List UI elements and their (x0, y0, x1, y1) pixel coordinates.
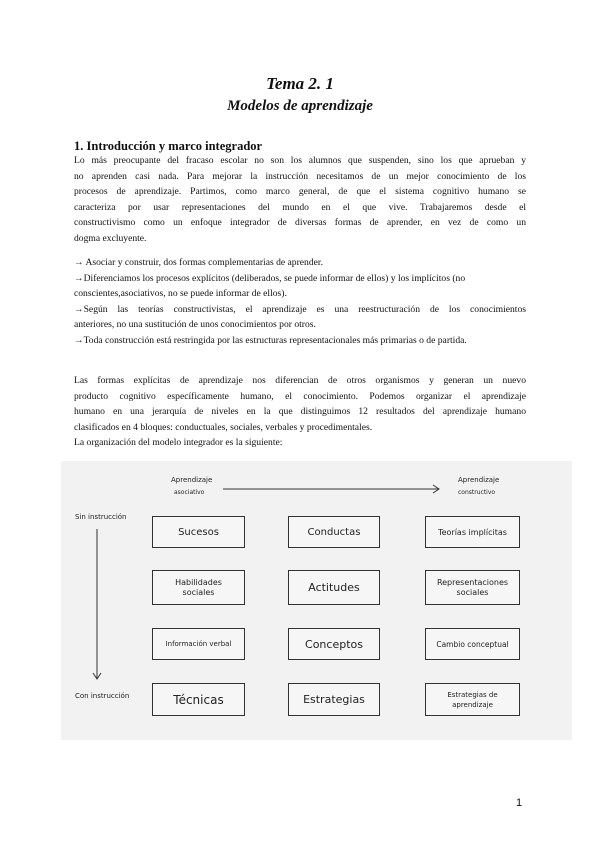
box-representaciones-sociales: Representaciones sociales (425, 570, 520, 605)
label-with-instruction: Con instrucción (75, 692, 130, 700)
box-informacion-verbal: Información verbal (152, 628, 245, 660)
paragraph-line: Lo más preocupante del fracaso escolar no son los alumnos que suspenden, sino los que aprueban y (74, 155, 526, 166)
box-sucesos: Sucesos (152, 516, 245, 548)
intro-paragraph (74, 153, 526, 247)
paragraph-line: constructivismo como un enfoque integrador de diversas formas de aprender, en vez de como un (74, 217, 526, 229)
paragraph-line: no aprenden casi nada. Para mejorar la instrucción necesitamos de un mejor conocimiento de los (74, 170, 526, 182)
bullet-line: →Diferenciamos los procesos explícitos (deliberados, se puede informar de ellos) y los implícitos (no (74, 272, 466, 284)
paragraph-line: caracteriza por usar representaciones del mundo en el que vive. Trabajaremos desde el (74, 201, 526, 213)
paragraph-line: dogma excluyente. (74, 232, 147, 244)
box-cambio-conceptual: Cambio conceptual (425, 628, 520, 660)
paragraph-line: humano en una jerarquía de niveles en la que distinguimos 12 resultados del aprendizaje humano (74, 406, 526, 418)
box-tecnicas: Técnicas (152, 683, 245, 716)
label-associative-line1: Aprendizaje (171, 476, 213, 484)
paragraph-line: La organización del modelo integrador es la siguiente: (74, 437, 283, 449)
bullet-line: anteriores, no una sustitución de unos conocimientos por otros. (74, 319, 316, 331)
document-subtitle: Modelos de aprendizaje (227, 98, 373, 114)
bullet-line: →Según las teorías constructivistas, el aprendizaje es una reestructuración de los conocimientos (74, 303, 526, 315)
section-heading: 1. Introducción y marco integrador (74, 139, 263, 153)
bullet-line: → Asociar y construir, dos formas complementarias de aprender. (74, 257, 323, 268)
label-constructive-line2: constructivo (458, 489, 496, 496)
paragraph-line: producto cognitivo específicamente humano, el conocimiento. Podemos organizar el aprendizaje (74, 390, 526, 402)
box-conceptos: Conceptos (288, 628, 380, 660)
box-actitudes: Actitudes (288, 570, 380, 605)
bullet-list (74, 255, 526, 349)
box-conductas: Conductas (288, 516, 380, 548)
label-without-instruction: Sin instrucción (75, 513, 127, 521)
integrative-model-diagram (61, 461, 572, 740)
bullet-line: conscientes,asociativos, no se puede informar de ellos). (74, 288, 287, 300)
page-number: 1 (516, 797, 523, 809)
box-teorias-implicitas: Teorías implícitas (425, 516, 520, 548)
document-title: Tema 2. 1 (266, 74, 334, 93)
paragraph-line: procesos de aprendizaje. Partimos, como marco general, de que el sistema cognitivo humano se (74, 186, 526, 198)
paragraph-line: Las formas explícitas de aprendizaje nos diferencian de otros organismos y generan un nuevo (74, 375, 526, 386)
paragraph-2 (74, 373, 526, 451)
paragraph-line: clasificados en 4 bloques: conductuales, sociales, verbales y procedimentales. (74, 421, 373, 433)
box-estrategias-de-aprendizaje: Estrategias de aprendizaje (425, 683, 520, 716)
label-associative-line2: asociativo (174, 489, 205, 496)
label-constructive-line1: Aprendizaje (458, 476, 500, 484)
bullet-line: →Toda construcción está restringida por las estructuras representacionales más primarias o de partida. (74, 334, 467, 346)
box-habilidades-sociales: Habilidades sociales (152, 570, 245, 605)
box-estrategias: Estrategias (288, 683, 380, 716)
